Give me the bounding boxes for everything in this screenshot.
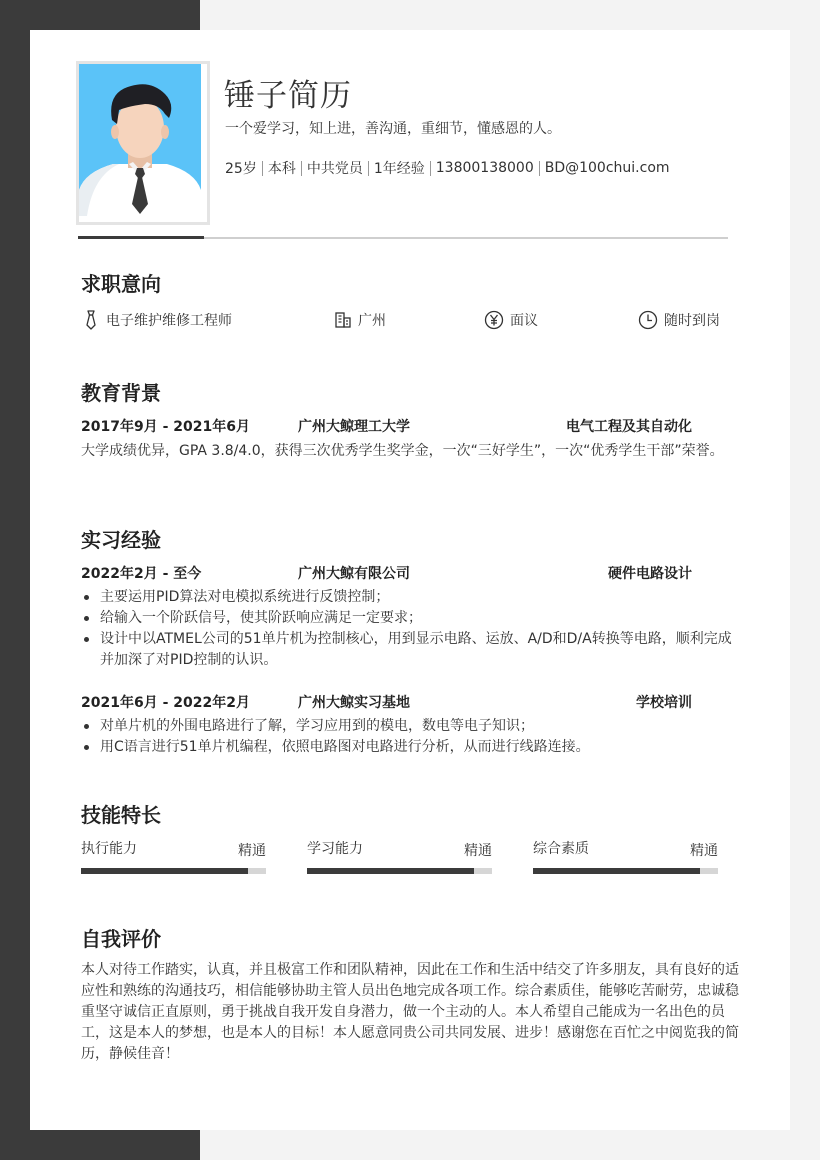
- section-title-self-evaluation: 自我评价: [81, 927, 161, 951]
- intent-city-text: 广州: [358, 313, 386, 329]
- intent-city: [334, 310, 386, 330]
- intent-position-text: 电子维护维修工程师: [106, 313, 232, 329]
- list-item: 对单片机的外围电路进行了解，学习应用到的模电，数电等电子知识；: [81, 716, 741, 737]
- header-rule-accent: [78, 236, 204, 239]
- list-item: 主要运用PID算法对电模拟系统进行反馈控制；: [81, 587, 741, 608]
- skill-level: 精通: [690, 843, 718, 859]
- section-title-education: 教育背景: [81, 381, 161, 405]
- list-item: 用C语言进行51单片机编程，依照电路图对电路进行分析，从而进行线路连接。: [81, 737, 741, 758]
- section-title-skills: 技能特长: [81, 803, 161, 827]
- info-divider: [262, 161, 263, 176]
- job-1-company: 广州大鲸有限公司: [298, 566, 410, 582]
- info-divider: [368, 161, 369, 176]
- resume-page: [30, 30, 790, 1130]
- tie-icon: [82, 310, 100, 330]
- skill-bar-track: [307, 868, 492, 874]
- education-description: 大学成绩优异，GPA 3.8/4.0，获得三次优秀学生奖学金，一次“三好学生”，一次“优秀学生干部”荣誉。: [81, 443, 724, 459]
- skill-bar-fill: [81, 868, 248, 874]
- contact-info-line: [225, 158, 670, 178]
- skill-level: 精通: [238, 843, 266, 859]
- self-evaluation-text: 本人对待工作踏实，认真，并且极富工作和团队精神，因此在工作和生活中结交了许多朋友，具有良好的适应性和熟练的沟通技巧，相信能够协助主管人员出色地完成各项工作。综合素质佳，能够吃苦耐劳，忠诚稳重坚守诚信正直原则，勇于挑战自我开发自身潜力，做一个主动的人。本人希望自己能成为一名出色的员工，这是本人的梦想，也是本人的目标！本人愿意同贵公司共同发展、进步！感谢您在百忙之中阅览我的简历，静候佳音！: [81, 962, 739, 1062]
- intent-availability-text: 随时到岗: [664, 313, 720, 329]
- info-divider: [430, 161, 431, 176]
- skill-name: 综合素质: [533, 841, 589, 857]
- section-title-intent: 求职意向: [81, 272, 161, 296]
- education-school: 广州大鲸理工大学: [298, 419, 410, 435]
- job-2-company: 广州大鲸实习基地: [298, 695, 410, 711]
- info-divider: [301, 161, 302, 176]
- job-1-date: 2022年2月 - 至今: [81, 566, 202, 582]
- yen-icon: [484, 310, 504, 330]
- education-major: 电气工程及其自动化: [566, 419, 692, 435]
- intent-availability: [638, 310, 720, 330]
- info-age: 25岁: [225, 161, 257, 177]
- building-icon: [334, 311, 352, 329]
- info-degree: 本科: [267, 161, 296, 177]
- skill-name: 执行能力: [81, 841, 137, 857]
- skill-name: 学习能力: [307, 841, 363, 857]
- avatar-illustration: [79, 64, 201, 216]
- list-item: 设计中以ATMEL公司的51单片机为控制核心，用到显示电路、运放、A/D和D/A转换等电路，顺利完成并加深了对PID控制的认识。: [81, 629, 741, 671]
- info-divider: [539, 161, 540, 176]
- info-experience: 1年经验: [373, 161, 425, 177]
- skill-bar-track: [533, 868, 718, 874]
- intent-salary-text: 面议: [510, 313, 538, 329]
- skill-bar-fill: [533, 868, 700, 874]
- skill-level: 精通: [464, 843, 492, 859]
- skill-bar-fill: [307, 868, 474, 874]
- info-political-status: 中共党员: [306, 161, 363, 177]
- avatar-photo: [76, 61, 210, 225]
- job-2-duties: [81, 716, 741, 758]
- section-title-experience: 实习经验: [81, 528, 161, 552]
- education-date: 2017年9月 - 2021年6月: [81, 419, 250, 435]
- intent-salary: [484, 310, 538, 330]
- job-1-role: 硬件电路设计: [608, 566, 692, 582]
- list-item: 给输入一个阶跃信号，使其阶跃响应满足一定要求；: [81, 608, 741, 629]
- resume-name: 锤子简历: [224, 78, 352, 114]
- job-1-duties: [81, 587, 741, 671]
- job-2-date: 2021年6月 - 2022年2月: [81, 695, 250, 711]
- motto-text: 一个爱学习，知上进，善沟通，重细节，懂感恩的人。: [225, 121, 561, 137]
- clock-icon: [638, 310, 658, 330]
- intent-position: [82, 310, 232, 330]
- skill-bar-track: [81, 868, 266, 874]
- info-email[interactable]: BD@100chui.com: [544, 160, 670, 176]
- info-phone[interactable]: 13800138000: [435, 160, 534, 176]
- job-2-role: 学校培训: [636, 695, 692, 711]
